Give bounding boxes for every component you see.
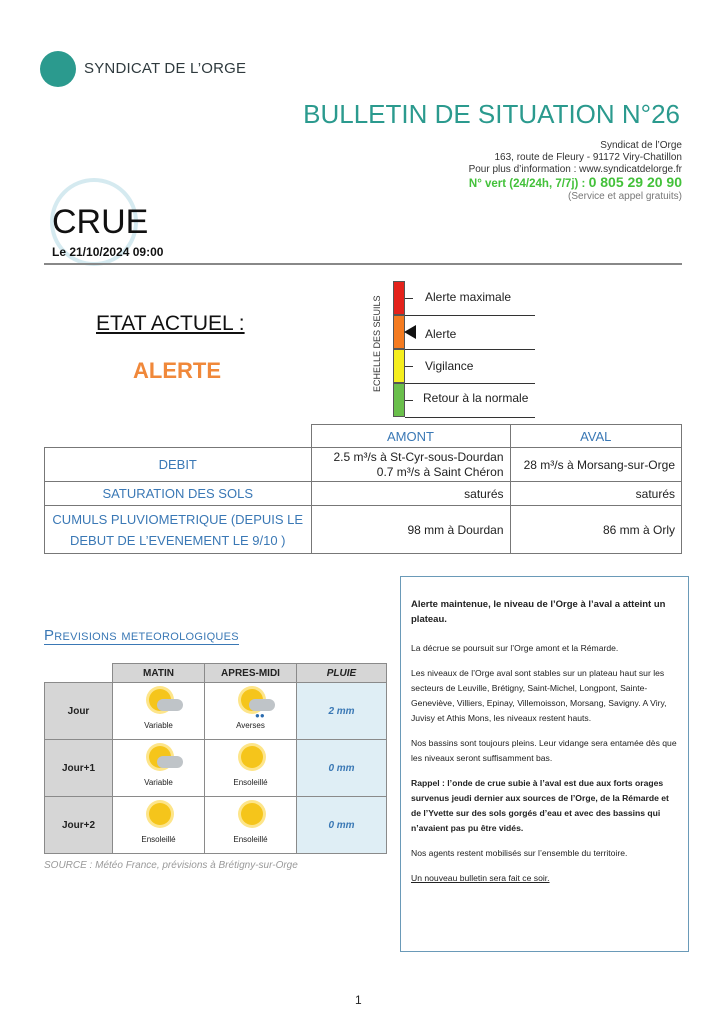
table-row: [45, 683, 387, 740]
row-label-cumuls: CUMULS PLUVIOMETRIQUE (DEPUIS LE DEBUT DE L’EVENEMENT LE 9/10 ): [45, 506, 312, 554]
sun-icon: [205, 740, 296, 776]
col-matin: MATIN: [113, 664, 205, 683]
scale-line: [405, 417, 535, 418]
scale-label-alerte-maximale: Alerte maximale: [425, 290, 512, 304]
weather-cell: Variable: [113, 683, 205, 740]
sun-cloud-icon: [113, 740, 204, 776]
scale-tick: [405, 366, 413, 367]
scale-tick: [405, 298, 413, 299]
sun-cloud-icon: [113, 683, 204, 719]
row-label-saturation: SATURATION DES SOLS: [45, 482, 312, 506]
status-value: ALERTE: [133, 358, 221, 383]
scale-line: [405, 349, 535, 350]
page-number: 1: [355, 993, 362, 1007]
scale-tick: [405, 400, 413, 401]
bulletin-paragraph: Les niveaux de l’Orge aval sont stables sur un plateau haut sur les secteurs de Leuville, Brétigny, Saint-Michel, Longpont, Sainte-Geneviève, Villiers, Epinay, Villemoisson, Morsang, Savigny. A Viry, Juvisy et Athis Mons, les niveaux restent hauts.: [411, 668, 667, 723]
logo-icon: [40, 51, 76, 87]
debit-amont: 2.5 m³/s à St-Cyr-sous-Dourdan 0.7 m³/s à Saint Chéron: [311, 448, 510, 482]
col-amont: AMONT: [311, 425, 510, 448]
forecast-table: [44, 663, 387, 854]
bulletin-reminder: Rappel : l’onde de crue subie à l’aval est due aux forts orages survenus jeudi dernier aux sources de l’Orge, de la Rémarde et de l’Yvette sur des sols gorgés d’eau et avec des bassins qui n’avaient pas pu être vidés.: [411, 778, 669, 833]
scale-title: ECHELLE DES SEUILS: [372, 295, 382, 392]
scale-segment-retour-normale: [393, 383, 405, 417]
scale-segment-alerte-maximale: [393, 281, 405, 315]
bulletin-paragraph: Nos agents restent mobilisés sur l’ensemble du territoire.: [411, 848, 628, 858]
bulletin-title: BULLETIN DE SITUATION N°26: [303, 99, 680, 129]
green-number[interactable]: 0 805 29 20 90: [588, 174, 682, 190]
sun-icon: [205, 797, 296, 833]
divider: [44, 263, 682, 265]
debit-aval: 28 m³/s à Morsang-sur-Orge: [510, 448, 682, 482]
forecast-source: SOURCE : Météo France, prévisions à Brétigny-sur-Orge: [44, 860, 298, 871]
bulletin-headline: Alerte maintenue, le niveau de l’Orge à l’aval a atteint un plateau.: [411, 599, 666, 625]
table-row: [45, 740, 387, 797]
table-row: [45, 482, 682, 506]
scale-segment-vigilance: [393, 349, 405, 383]
contact-org: Syndicat de l’Orge: [600, 140, 682, 151]
scale-label-alerte: Alerte: [425, 327, 457, 341]
rain-value: 0 mm: [297, 740, 387, 797]
green-number-label: N° vert (24/24h, 7/7j) :: [468, 178, 589, 190]
rain-value: 2 mm: [297, 683, 387, 740]
weather-cell: Variable: [113, 740, 205, 797]
shower-icon: ●●: [205, 683, 296, 719]
row-label-debit: DEBIT: [45, 448, 312, 482]
day-label: Jour+2: [45, 797, 113, 854]
service-note: (Service et appel gratuits): [568, 191, 682, 202]
situation-table: [44, 424, 682, 554]
bulletin-paragraph: Nos bassins sont toujours pleins. Leur vidange sera entamée dès que les niveaux seront suffisamment bas.: [411, 738, 677, 763]
day-label: Jour: [45, 683, 113, 740]
scale-label-retour-normale: Retour à la normale: [423, 391, 529, 405]
logo-text: SYNDICAT DE L’ORGE: [84, 60, 247, 77]
day-label: Jour+1: [45, 740, 113, 797]
event-date: Le 21/10/2024 09:00: [52, 245, 164, 259]
weather-cell: Ensoleillé: [113, 797, 205, 854]
cumuls-aval: 86 mm à Orly: [510, 506, 682, 554]
col-aval: AVAL: [510, 425, 682, 448]
table-row: [45, 448, 682, 482]
contact-address: 163, route de Fleury - 91172 Viry-Chatillon: [494, 152, 682, 163]
rain-value: 0 mm: [297, 797, 387, 854]
forecast-title: Previsions meteorologiques: [44, 627, 239, 644]
weather-cell: ●● Averses: [205, 683, 297, 740]
scale-line: [405, 383, 535, 384]
scale-label-vigilance: Vigilance: [425, 359, 474, 373]
scale-line: [405, 315, 535, 316]
table-row: [45, 506, 682, 554]
col-apres-midi: APRES-MIDI: [205, 664, 297, 683]
sun-icon: [113, 797, 204, 833]
bulletin-paragraph: La décrue se poursuit sur l’Orge amont et la Rémarde.: [411, 643, 619, 653]
col-pluie: PLUIE: [297, 664, 387, 683]
cumuls-amont: 98 mm à Dourdan: [311, 506, 510, 554]
saturation-amont: saturés: [311, 482, 510, 506]
saturation-aval: saturés: [510, 482, 682, 506]
weather-cell: Ensoleillé: [205, 797, 297, 854]
current-level-pointer-icon: [404, 325, 416, 339]
status-label: ETAT ACTUEL :: [96, 312, 245, 335]
contact-website[interactable]: Pour plus d’information : www.syndicatdelorge.fr: [468, 164, 682, 175]
weather-cell: Ensoleillé: [205, 740, 297, 797]
table-row: [45, 797, 387, 854]
bulletin-next-update: Un nouveau bulletin sera fait ce soir.: [411, 873, 550, 883]
green-number-line[interactable]: [380, 176, 682, 191]
event-type: CRUE: [52, 203, 149, 241]
bulletin-text-box: [400, 576, 689, 952]
